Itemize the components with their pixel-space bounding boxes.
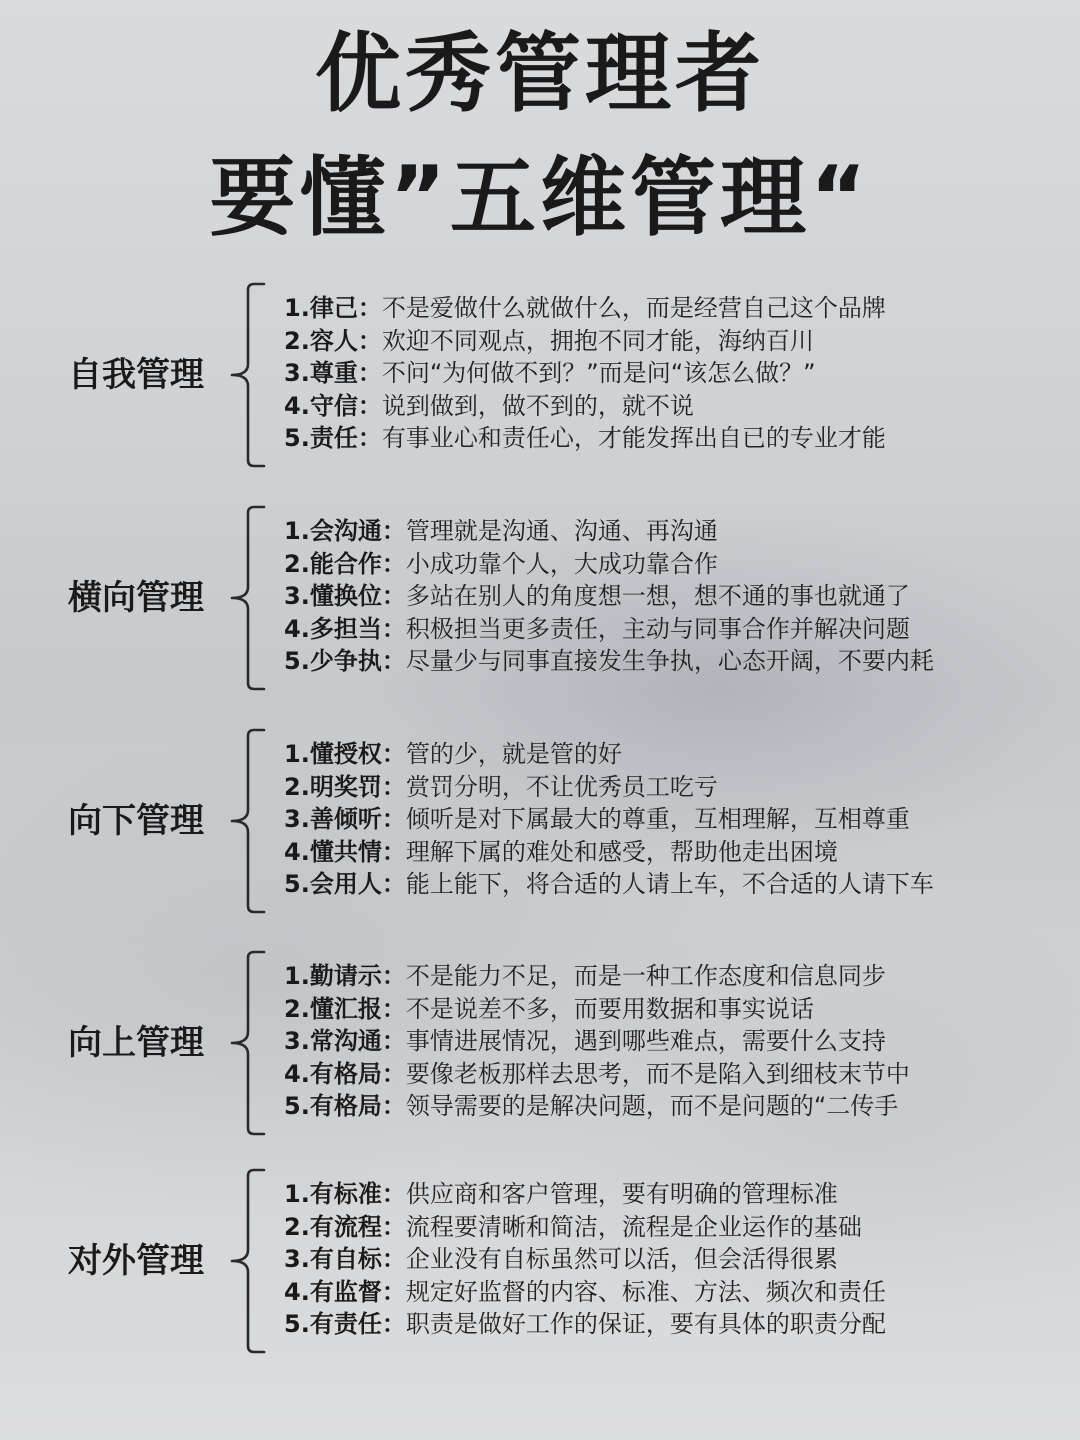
item-description: 不是爱做什么就做什么，而是经营自己这个品牌 [381, 294, 886, 322]
item-title: 1.懂授权 [284, 740, 382, 768]
list-item [284, 1178, 886, 1211]
item-title: 3.善倾听 [284, 805, 382, 833]
item-title: 5.责任 [284, 424, 358, 452]
item-list [284, 1178, 886, 1341]
item-description: 要像老板那样去思考，而不是陷入到细枝末节中 [405, 1059, 910, 1088]
list-item [284, 645, 934, 678]
item-title: 5.有责任 [284, 1310, 382, 1338]
item-title: 4.多担当 [284, 614, 382, 643]
curly-brace-icon [226, 280, 270, 470]
item-title: 2.懂汇报 [284, 994, 382, 1023]
item-colon: ： [357, 424, 382, 452]
page-title: 优秀管理者 [315, 24, 765, 124]
item-title: 3.懂换位 [284, 582, 382, 610]
item-description: 多站在别人的角度想一想，想不通的事也就通了 [405, 582, 910, 610]
item-title: 2.明奖罚 [284, 772, 382, 801]
section-label: 横向管理 [68, 578, 204, 618]
item-colon: ： [357, 391, 382, 420]
item-colon: ： [381, 870, 406, 898]
item-description: 领导需要的是解决问题，而不是问题的“二传手 [405, 1092, 899, 1120]
item-description: 管的少，就是管的好 [405, 740, 622, 768]
item-description: 流程要清晰和简洁，流程是企业运作的基础 [405, 1212, 862, 1241]
item-colon: ： [357, 359, 382, 387]
list-item [284, 292, 886, 325]
item-colon: ： [357, 294, 382, 322]
item-title: 4.有格局 [284, 1059, 382, 1088]
item-description: 不问“为何做不到？”而是问“该怎么做？” [381, 359, 816, 387]
item-description: 尽量少与同事直接发生争执，心态开阔，不要内耗 [405, 647, 934, 675]
curly-brace-icon [226, 726, 270, 916]
page-subtitle: 要懂”五维管理“ [209, 148, 871, 248]
list-item [284, 1025, 910, 1058]
item-description: 不是说差不多，而要用数据和事实说话 [405, 994, 814, 1023]
item-title: 1.勤请示 [284, 962, 382, 990]
item-description: 理解下属的难处和感受，帮助他走出困境 [405, 837, 838, 866]
item-list [284, 292, 886, 455]
item-description: 欢迎不同观点，拥抱不同才能，海纳百川 [381, 326, 814, 355]
item-description: 积极担当更多责任，主动与同事合作并解决问题 [405, 614, 910, 643]
list-item [284, 580, 934, 613]
item-list [284, 960, 910, 1123]
list-item [284, 357, 886, 390]
item-description: 事情进展情况，遇到哪些难点，需要什么支持 [405, 1027, 886, 1055]
item-description: 说到做到，做不到的，就不说 [381, 391, 694, 420]
list-item [284, 960, 910, 993]
section-downward-management [0, 726, 1080, 916]
curly-brace-icon [226, 503, 270, 693]
item-title: 3.常沟通 [284, 1027, 382, 1055]
item-title: 1.有标准 [284, 1180, 382, 1208]
item-title: 3.尊重 [284, 359, 358, 387]
item-description: 规定好监督的内容、标准、方法、频次和责任 [405, 1277, 886, 1306]
item-description: 企业没有自标虽然可以活，但会活得很累 [405, 1245, 838, 1273]
item-colon: ： [381, 805, 406, 833]
list-item [284, 1090, 910, 1123]
item-colon: ： [381, 549, 406, 578]
item-list [284, 515, 934, 678]
list-item [284, 613, 934, 646]
section-self-management [0, 280, 1080, 470]
item-description: 赏罚分明，不让优秀员工吃亏 [405, 772, 718, 801]
item-description: 不是能力不足，而是一种工作态度和信息同步 [405, 962, 886, 990]
item-description: 倾听是对下属最大的尊重，互相理解，互相尊重 [405, 805, 910, 833]
item-title: 1.会沟通 [284, 517, 382, 545]
item-colon: ： [381, 1059, 406, 1088]
item-title: 5.少争执 [284, 647, 382, 675]
section-lateral-management [0, 503, 1080, 693]
item-title: 5.会用人 [284, 870, 382, 898]
curly-brace-icon [226, 1166, 270, 1356]
item-description: 能上能下，将合适的人请上车，不合适的人请下车 [405, 870, 934, 898]
section-label: 向下管理 [68, 801, 204, 841]
item-colon: ： [381, 772, 406, 801]
list-item [284, 325, 886, 358]
item-colon: ： [381, 614, 406, 643]
list-item [284, 422, 886, 455]
list-item [284, 1308, 886, 1341]
item-title: 1.律己 [284, 294, 358, 322]
list-item [284, 515, 934, 548]
item-title: 5.有格局 [284, 1092, 382, 1120]
item-colon: ： [381, 1180, 406, 1208]
list-item [284, 1058, 910, 1091]
list-item [284, 738, 934, 771]
item-colon: ： [381, 517, 406, 545]
item-colon: ： [381, 962, 406, 990]
item-colon: ： [381, 1027, 406, 1055]
item-title: 4.有监督 [284, 1277, 382, 1306]
section-label: 对外管理 [68, 1241, 204, 1281]
item-title: 2.能合作 [284, 549, 382, 578]
section-external-management [0, 1166, 1080, 1356]
list-item [284, 1276, 886, 1309]
section-label: 向上管理 [68, 1023, 204, 1063]
section-label: 自我管理 [68, 355, 204, 395]
item-colon: ： [381, 837, 406, 866]
list-item [284, 1243, 886, 1276]
item-colon: ： [381, 994, 406, 1023]
item-colon: ： [357, 326, 382, 355]
list-item [284, 868, 934, 901]
item-description: 供应商和客户管理，要有明确的管理标准 [405, 1180, 838, 1208]
item-colon: ： [381, 647, 406, 675]
list-item [284, 390, 886, 423]
item-list [284, 738, 934, 901]
item-title: 4.守信 [284, 391, 358, 420]
item-colon: ： [381, 582, 406, 610]
item-colon: ： [381, 1277, 406, 1306]
item-title: 4.懂共情 [284, 837, 382, 866]
curly-brace-icon [226, 948, 270, 1138]
list-item [284, 803, 934, 836]
list-item [284, 993, 910, 1026]
item-title: 2.容人 [284, 326, 358, 355]
list-item [284, 771, 934, 804]
item-colon: ： [381, 1212, 406, 1241]
section-upward-management [0, 948, 1080, 1138]
list-item [284, 1211, 886, 1244]
list-item [284, 836, 934, 869]
list-item [284, 548, 934, 581]
item-title: 3.有自标 [284, 1245, 382, 1273]
item-description: 管理就是沟通、沟通、再沟通 [405, 517, 718, 545]
item-colon: ： [381, 1092, 406, 1120]
item-title: 2.有流程 [284, 1212, 382, 1241]
item-colon: ： [381, 740, 406, 768]
item-colon: ： [381, 1310, 406, 1338]
item-description: 有事业心和责任心，才能发挥出自已的专业才能 [381, 424, 886, 452]
item-description: 职责是做好工作的保证，要有具体的职责分配 [405, 1310, 886, 1338]
item-description: 小成功靠个人，大成功靠合作 [405, 549, 718, 578]
item-colon: ： [381, 1245, 406, 1273]
